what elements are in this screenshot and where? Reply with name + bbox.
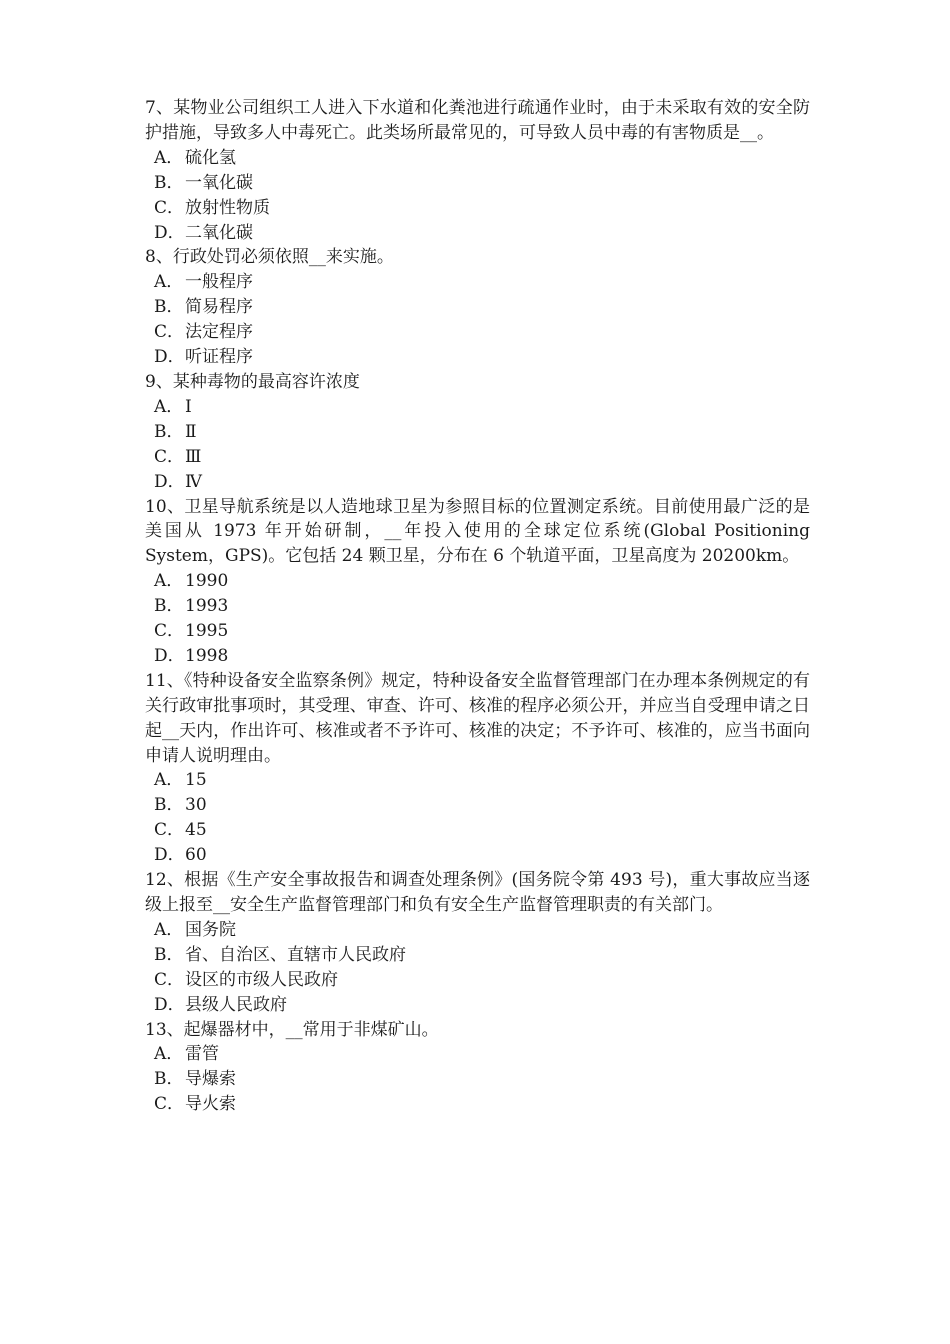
option-letter: B． <box>154 1069 184 1090</box>
option-text: 导火索 <box>185 1094 236 1115</box>
option-a <box>145 569 810 594</box>
option-b <box>145 295 810 320</box>
option-b <box>145 171 810 196</box>
option-text: 1995 <box>185 621 229 642</box>
option-d <box>145 644 810 669</box>
option-letter: C． <box>154 820 185 841</box>
option-text: 简易程序 <box>185 297 253 318</box>
option-letter: B． <box>154 795 184 816</box>
option-text: 45 <box>185 820 207 841</box>
option-d <box>145 843 810 868</box>
option-b <box>145 594 810 619</box>
option-letter: A． <box>154 272 184 293</box>
option-d <box>145 470 810 495</box>
option-b <box>145 420 810 445</box>
option-letter: D． <box>154 845 185 866</box>
option-letter: B． <box>154 172 184 193</box>
option-d <box>145 221 810 246</box>
option-c <box>145 1092 810 1117</box>
question-list <box>145 96 810 1117</box>
option-text: 省、自治区、直辖市人民政府 <box>185 944 406 965</box>
option-text: 二氧化碳 <box>185 222 253 243</box>
option-c <box>145 196 810 221</box>
option-a <box>145 918 810 943</box>
option-text: 导爆索 <box>185 1069 236 1090</box>
option-text: 一氧化碳 <box>185 172 253 193</box>
option-letter: C． <box>154 969 185 990</box>
option-text: 设区的市级人民政府 <box>185 969 338 990</box>
option-text: 1990 <box>185 571 229 592</box>
question-9 <box>145 370 810 495</box>
question-11 <box>145 669 810 868</box>
option-a <box>145 1042 810 1067</box>
option-text: 一般程序 <box>185 272 253 293</box>
option-letter: C． <box>154 446 185 467</box>
question-stem: 7、某物业公司组织工人进入下水道和化粪池进行疏通作业时，由于未采取有效的安全防护措施，导致多人中毒死亡。此类场所最常见的，可导致人员中毒的有害物质是__。 <box>145 98 810 143</box>
option-a <box>145 270 810 295</box>
option-b <box>145 1067 810 1092</box>
option-letter: D． <box>154 645 185 666</box>
option-letter: A． <box>154 919 184 940</box>
option-text: 60 <box>185 845 207 866</box>
question-12 <box>145 868 810 1017</box>
option-c <box>145 320 810 345</box>
option-letter: B． <box>154 596 184 617</box>
option-text: Ⅱ <box>185 421 197 442</box>
option-b <box>145 793 810 818</box>
option-letter: A． <box>154 571 184 592</box>
option-text: 1998 <box>185 645 229 666</box>
option-text: 30 <box>185 795 207 816</box>
question-10 <box>145 495 810 669</box>
option-d <box>145 345 810 370</box>
option-letter: A． <box>154 147 184 168</box>
option-text: 15 <box>185 770 207 791</box>
question-stem: 8、行政处罚必须依照__来实施。 <box>145 247 394 268</box>
option-text: Ⅲ <box>185 446 202 467</box>
option-letter: D． <box>154 994 185 1015</box>
option-b <box>145 943 810 968</box>
question-stem: 11、《特种设备安全监察条例》规定，特种设备安全监督管理部门在办理本条例规定的有关行政审批事项时，其受理、审查、许可、核准的程序必须公开，并应当自受理申请之日起__天内，作出许可、核准或者不予许可、核准的决定；不予许可、核准的，应当书面向申请人说明理由。 <box>145 670 810 766</box>
option-text: 法定程序 <box>185 322 253 343</box>
question-stem: 10、卫星导航系统是以人造地球卫星为参照目标的位置测定系统。目前使用最广泛的是美国从 1973 年开始研制，__年投入使用的全球定位系统(Global Positioning System，GPS)。它包括 24 颗卫星，分布在 6 个轨道平面，卫星高度为 20200km。 <box>145 496 810 567</box>
option-c <box>145 445 810 470</box>
option-text: 雷管 <box>185 1044 219 1065</box>
option-d <box>145 993 810 1018</box>
option-letter: B． <box>154 421 184 442</box>
question-7 <box>145 96 810 245</box>
option-letter: A． <box>154 396 184 417</box>
option-text: 县级人民政府 <box>185 994 287 1015</box>
option-letter: B． <box>154 944 184 965</box>
question-8 <box>145 245 810 370</box>
option-text: 国务院 <box>185 919 236 940</box>
option-text: 1993 <box>185 596 229 617</box>
option-letter: D． <box>154 347 185 368</box>
question-stem: 13、起爆器材中，__常用于非煤矿山。 <box>145 1019 439 1040</box>
question-stem: 12、根据《生产安全事故报告和调查处理条例》(国务院令第 493 号)，重大事故应当逐级上报至__安全生产监督管理部门和负有安全生产监督管理职责的有关部门。 <box>145 870 810 915</box>
question-13 <box>145 1018 810 1118</box>
option-letter: C． <box>154 621 185 642</box>
option-text: 硫化氢 <box>185 147 236 168</box>
option-text: Ⅰ <box>185 396 192 417</box>
option-text: 听证程序 <box>185 347 253 368</box>
option-letter: B． <box>154 297 184 318</box>
option-letter: C． <box>154 197 185 218</box>
question-stem: 9、某种毒物的最高容许浓度 <box>145 371 360 392</box>
option-a <box>145 395 810 420</box>
option-letter: A． <box>154 770 184 791</box>
option-text: Ⅳ <box>185 471 202 492</box>
option-letter: C． <box>154 1094 185 1115</box>
option-letter: D． <box>154 471 185 492</box>
option-a <box>145 146 810 171</box>
option-letter: A． <box>154 1044 184 1065</box>
option-c <box>145 818 810 843</box>
option-c <box>145 968 810 993</box>
option-letter: C． <box>154 322 185 343</box>
option-c <box>145 619 810 644</box>
option-letter: D． <box>154 222 185 243</box>
option-text: 放射性物质 <box>185 197 270 218</box>
option-a <box>145 768 810 793</box>
